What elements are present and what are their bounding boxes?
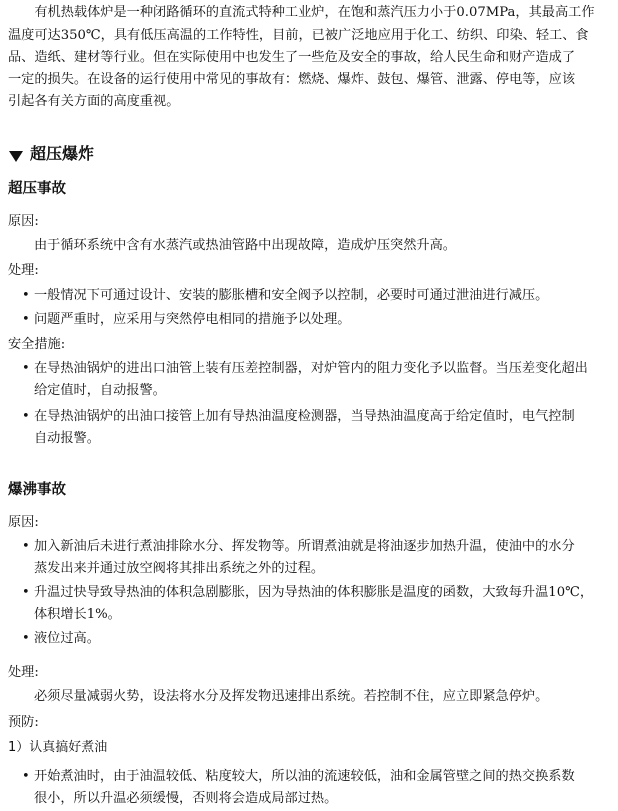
prevention-step: 1）认真搞好煮油 — [8, 740, 108, 755]
intro-line: 一定的损失。在设备的运行使用中常见的事故有：燃烧、爆炸、鼓包、爆管、泄露、停电等，应该 — [8, 72, 576, 87]
subsection-title: 爆沸事故 — [8, 482, 66, 498]
list-item: 问题严重时，应采用与突然停电相同的措施予以处理。 — [34, 312, 351, 327]
list-item-line: 升温过快导致导热油的体积急剧膨胀，因为导热油的体积膨胀是温度的函数，大致每升温10℃， — [34, 585, 594, 600]
handling-text: 必须尽量减弱火势，设法将水分及挥发物迅速排出系统。若控制不住，应立即紧急停炉。 — [34, 689, 549, 704]
handling-label: 处理: — [8, 263, 39, 278]
cause-text: 由于循环系统中含有水蒸汽或热油管路中出现故障，造成炉压突然升高。 — [34, 238, 456, 253]
bullet-icon: • — [22, 312, 30, 327]
bullet-icon: • — [22, 539, 30, 554]
list-item: 一般情况下可通过设计、安装的膨胀槽和安全阀予以控制，必要时可通过泄油进行减压。 — [34, 288, 549, 303]
bullet-icon: • — [22, 288, 30, 303]
bullet-icon: • — [22, 631, 30, 646]
section-title: 超压爆炸 — [30, 144, 95, 163]
safety-label: 安全措施: — [8, 337, 66, 352]
list-item-line: 加入新油后未进行煮油排除水分、挥发物等。所谓煮油就是将油逐步加热升温，使油中的水分 — [34, 539, 575, 554]
intro-line: 品、造纸、建材等行业。但在实际使用中也发生了一些危及安全的事故，给人民生命和财产造成了 — [8, 50, 576, 65]
list-item-line: 很小，所以升温必须缓慢，否则将会造成局部过热。 — [34, 791, 338, 806]
cause-label: 原因: — [8, 515, 39, 530]
bullet-icon: • — [22, 409, 30, 424]
list-item-line: 液位过高。 — [34, 631, 100, 646]
bullet-icon: • — [22, 769, 30, 784]
bullet-icon: • — [22, 361, 30, 376]
triangle-down-icon — [9, 151, 23, 162]
list-item-line: 在导热油锅炉的进出口油管上装有压差控制器，对炉管内的阻力变化予以监督。当压差变化超出 — [34, 361, 588, 376]
bullet-icon: • — [22, 585, 30, 600]
subsection-title: 超压事故 — [8, 181, 66, 197]
list-item-line: 自动报警。 — [34, 431, 100, 446]
list-item-line: 给定值时，自动报警。 — [34, 383, 166, 398]
list-item-line: 体积增长1%。 — [34, 607, 121, 622]
intro-line: 有机热载体炉是一种闭路循环的直流式特种工业炉，在饱和蒸汽压力小于0.07MPa，其最高工作 — [8, 5, 595, 20]
intro-line: 引起各有关方面的高度重视。 — [8, 94, 180, 109]
list-item-line: 在导热油锅炉的出油口接管上加有导热油温度检测器，当导热油温度高于给定值时，电气控制 — [34, 409, 575, 424]
list-item-line: 蒸发出来并通过放空阀将其排出系统之外的过程。 — [34, 561, 325, 576]
intro-line: 温度可达350℃，具有低压高温的工作特性，目前，已被广泛地应用于化工、纺织、印染、轻工、食 — [8, 28, 589, 43]
handling-label: 处理: — [8, 665, 39, 680]
prevention-label: 预防: — [8, 715, 39, 730]
cause-label: 原因: — [8, 214, 39, 229]
list-item-line: 开始煮油时，由于油温较低、粘度较大，所以油的流速较低，油和金属管壁之间的热交换系数 — [34, 769, 575, 784]
